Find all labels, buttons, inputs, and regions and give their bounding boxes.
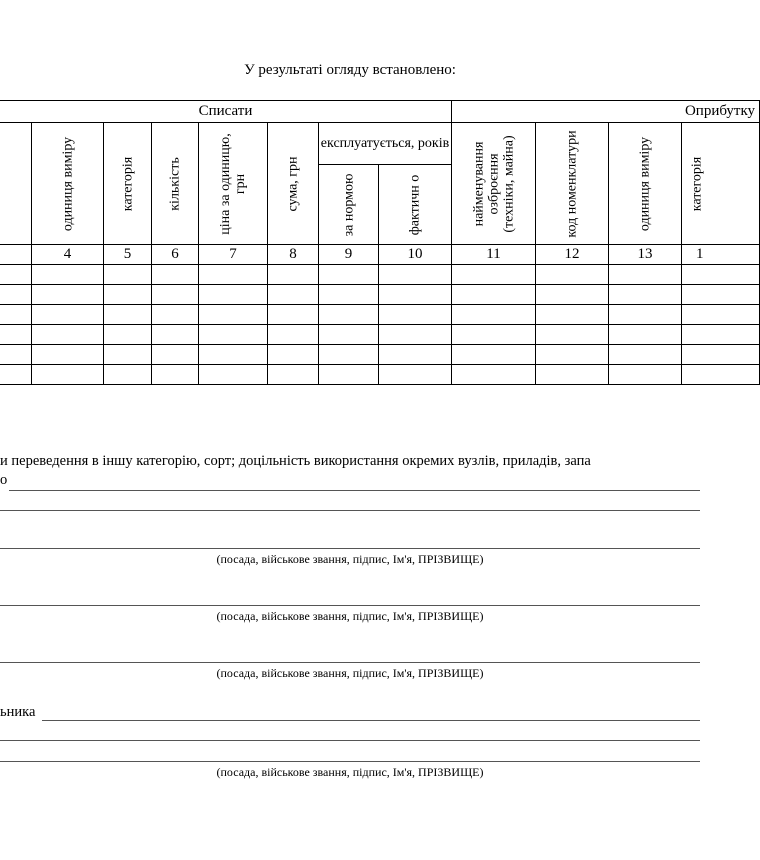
table-cell: [536, 325, 609, 345]
table-cell: [609, 265, 682, 285]
table-cell: [104, 265, 152, 285]
table-cell: [682, 345, 760, 365]
table-cell: [152, 265, 199, 285]
table-cell: [609, 325, 682, 345]
col-number-0: [0, 245, 32, 265]
col-header-category: категорія: [104, 123, 152, 245]
col-number-7: 7: [199, 245, 268, 265]
table-cell: [682, 305, 760, 325]
col-header-0: [0, 123, 32, 245]
table-row: [0, 265, 760, 285]
table-cell: [682, 365, 760, 385]
group-header-write-off: Списати: [0, 101, 452, 123]
inspection-table: [0, 100, 756, 392]
table-cell: [379, 345, 452, 365]
table-cell: [682, 285, 760, 305]
signature-line-3: [0, 662, 700, 663]
table-cell: [199, 365, 268, 385]
table-cell: [268, 285, 319, 305]
page-heading: У результаті огляду встановлено:: [244, 62, 456, 78]
col-number-11: 11: [452, 245, 536, 265]
table-cell: [152, 305, 199, 325]
table-cell: [104, 285, 152, 305]
col-header-sum: сума, грн: [268, 123, 319, 245]
col-number-12: 12: [536, 245, 609, 265]
table-cell: [682, 265, 760, 285]
table-row: [0, 285, 760, 305]
table-cell: [609, 345, 682, 365]
col-header-category-2: категорія: [682, 123, 760, 245]
table-cell: [32, 325, 104, 345]
table-cell: [152, 325, 199, 345]
fill-line-1: [9, 490, 700, 491]
table-cell: [609, 285, 682, 305]
table-cell: [0, 265, 32, 285]
table-cell: [379, 365, 452, 385]
table-cell: [536, 285, 609, 305]
table-cell: [319, 365, 379, 385]
table-cell: [32, 265, 104, 285]
table-cell: [104, 365, 152, 385]
table-cell: [32, 285, 104, 305]
table-cell: [452, 265, 536, 285]
table-row: [0, 305, 760, 325]
reason-paragraph-line: и переведення в іншу категорію, сорт; доцільність використання окремих вузлів, приладів, запа: [0, 453, 591, 469]
chief-label: ьника: [0, 704, 36, 720]
chief-line-2: [0, 740, 700, 741]
table-cell: [379, 265, 452, 285]
fill-line-2: [0, 510, 700, 511]
table-cell: [199, 305, 268, 325]
table-cell: [199, 265, 268, 285]
table-row: [0, 345, 760, 365]
table-cell: [536, 345, 609, 365]
signature-caption-2: (посада, військове звання, підпис, Ім'я, ПРІЗВИЩЕ): [216, 609, 484, 623]
table-cell: [0, 285, 32, 305]
reason-paragraph-tail: о: [0, 472, 8, 488]
chief-line: [42, 720, 700, 721]
table-cell: [32, 345, 104, 365]
table-cell: [268, 265, 319, 285]
col-number-10: 10: [379, 245, 452, 265]
table-cell: [268, 325, 319, 345]
table-cell: [319, 265, 379, 285]
table-cell: [104, 325, 152, 345]
signature-line-2: [0, 605, 700, 606]
col-number-8: 8: [268, 245, 319, 265]
col-header-by-norm: за нормою: [319, 165, 379, 245]
table-cell: [452, 285, 536, 305]
col-header-item-name: найменування озброєння (техніки, майна): [452, 123, 536, 245]
table-cell: [536, 305, 609, 325]
col-number-14: 1: [682, 245, 760, 265]
col-header-unit: одиниця виміру: [32, 123, 104, 245]
col-header-quantity: кількість: [152, 123, 199, 245]
col-number-5: 5: [104, 245, 152, 265]
col-number-13: 13: [609, 245, 682, 265]
signature-line-4: [0, 761, 700, 762]
signature-line-1: [0, 548, 700, 549]
table-row: [0, 365, 760, 385]
col-number-9: 9: [319, 245, 379, 265]
table-cell: [199, 345, 268, 365]
table-cell: [32, 305, 104, 325]
signature-caption-1: (посада, військове звання, підпис, Ім'я, ПРІЗВИЩЕ): [216, 552, 484, 566]
table-cell: [682, 325, 760, 345]
table-cell: [0, 345, 32, 365]
table-cell: [152, 285, 199, 305]
col-header-unit-price: ціна за одиницю, грн: [199, 123, 268, 245]
table-row: [0, 325, 760, 345]
table-cell: [268, 345, 319, 365]
table-cell: [199, 285, 268, 305]
table-cell: [609, 365, 682, 385]
table-cell: [452, 345, 536, 365]
group-header-receive: Оприбутку: [452, 101, 760, 123]
table-cell: [452, 325, 536, 345]
table-cell: [268, 305, 319, 325]
col-header-unit-2: одиниця виміру: [609, 123, 682, 245]
table-cell: [268, 365, 319, 385]
table-cell: [379, 305, 452, 325]
col-number-4: 4: [32, 245, 104, 265]
table-cell: [104, 305, 152, 325]
signature-caption-4: (посада, військове звання, підпис, Ім'я, ПРІЗВИЩЕ): [216, 765, 484, 779]
table-cell: [0, 305, 32, 325]
table-cell: [379, 285, 452, 305]
table-cell: [319, 285, 379, 305]
table-cell: [199, 325, 268, 345]
table-cell: [319, 325, 379, 345]
table-cell: [319, 345, 379, 365]
col-header-actual: фактичн о: [379, 165, 452, 245]
table-cell: [32, 365, 104, 385]
table-cell: [536, 365, 609, 385]
table-cell: [452, 365, 536, 385]
col-header-exploitation-years: експлуатується, років: [319, 123, 452, 165]
table-cell: [104, 345, 152, 365]
table-cell: [609, 305, 682, 325]
table-cell: [379, 325, 452, 345]
table-cell: [452, 305, 536, 325]
signature-caption-3: (посада, військове звання, підпис, Ім'я, ПРІЗВИЩЕ): [216, 666, 484, 680]
col-header-nomenclature-code: код номенклатури: [536, 123, 609, 245]
col-number-6: 6: [152, 245, 199, 265]
table-cell: [152, 365, 199, 385]
table-cell: [536, 265, 609, 285]
table-cell: [152, 345, 199, 365]
table-cell: [0, 365, 32, 385]
table-cell: [319, 305, 379, 325]
table-cell: [0, 325, 32, 345]
